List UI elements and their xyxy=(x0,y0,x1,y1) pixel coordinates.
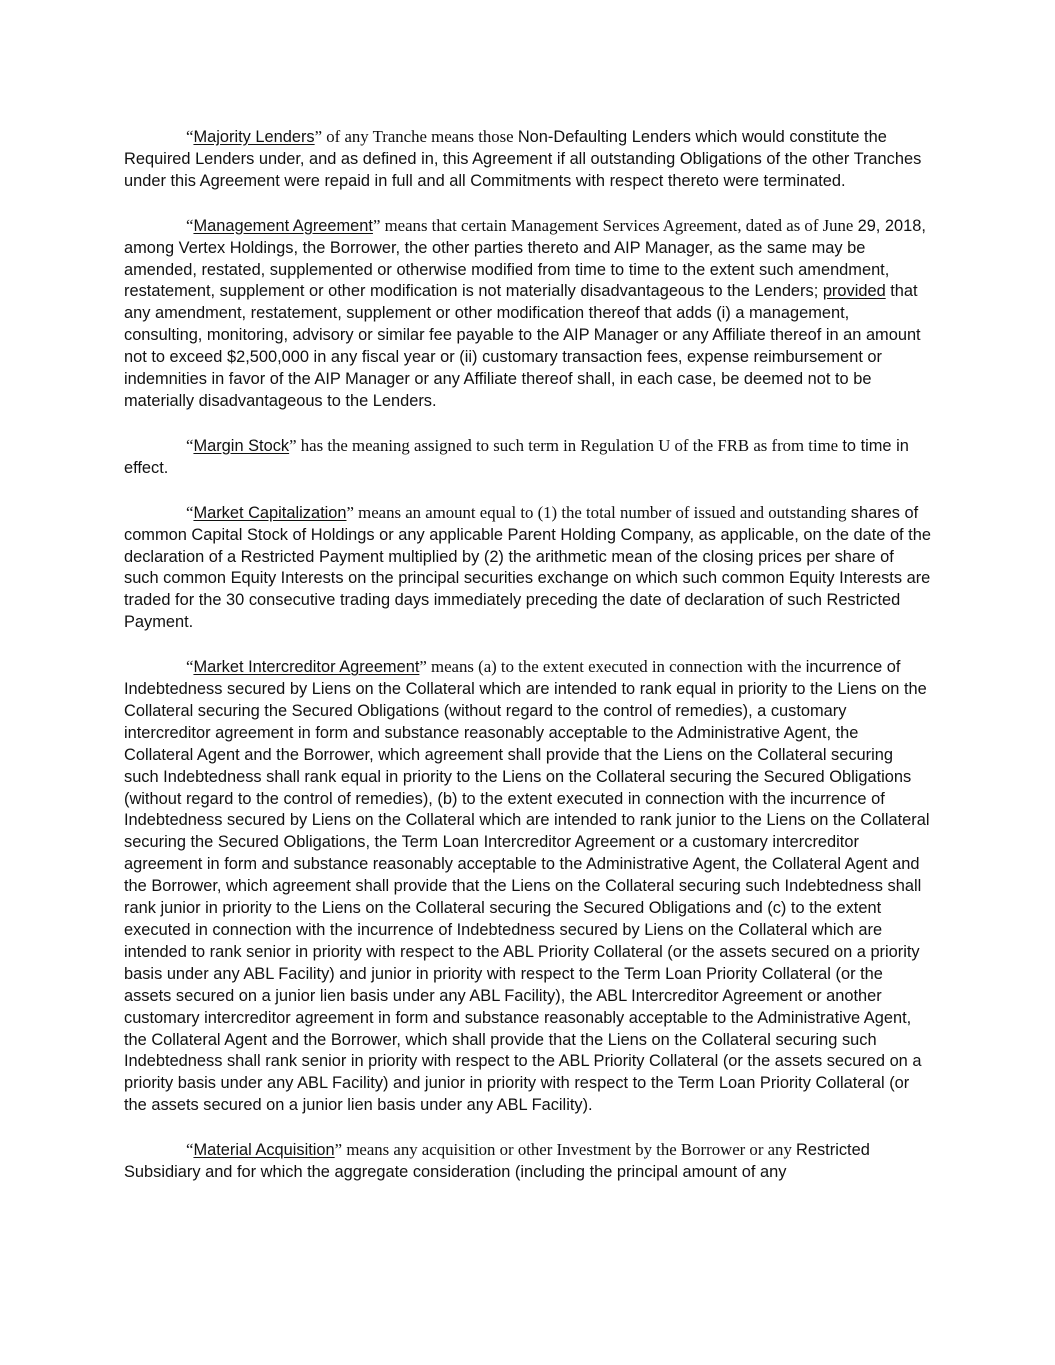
definition-body: shares of common Capital Stock of Holdings or any applicable Parent Holding Company, as applicable, on the date of the declaration of a Restricted Payment multiplied by (2) the arithmetic mean of the closing prices per share of such common Equity Interests on the principal securities exchange on which such common Equity Interests are traded for the 30 consecutive trading days immediately preceding the date of declaration of such Restricted Payment. xyxy=(124,503,931,632)
definition-body: incurrence of Indebtedness secured by Liens on the Collateral which are intended to rank equal in priority to the Liens on the Collateral securing the Secured Obligations (without regard to the control of remedies), a customary intercreditor agreement in form and substance reasonably acceptable to the Administrative Agent, the Collateral Agent and the Borrower, which agreement shall provide that the Liens on the Collateral securing such Indebtedness shall rank equal in priority to the Liens on the Collateral securing the Secured Obligations (without regard to the control of remedies), (b) to the extent executed in connection with the incurrence of Indebtedness secured by Liens on the Collateral which are intended to rank junior to the Liens on the Collateral securing the Secured Obligations, the Term Loan Intercreditor Agreement or a customary intercreditor agreement in form and substance reasonably acceptable to the Administrative Agent, the Collateral Agent and the Borrower, which agreement shall provide that the Liens on the Collateral securing such Indebtedness shall rank junior in priority to the Liens on the Collateral securing the Secured Obligations and (c) to the extent executed in connection with the incurrence of Indebtedness secured by Liens on the Collateral which are intended to rank senior in priority with respect to the ABL Priority Collateral (or the assets secured on a priority basis under any ABL Facility) and junior in priority with respect to the Term Loan Priority Collateral (or the assets secured on a junior lien basis under any ABL Facility), the ABL Intercreditor Agreement or another customary intercreditor agreement in form and substance reasonably acceptable to the Administrative Agent, the Collateral Agent and the Borrower, which shall provide that the Liens on the Collateral securing such Indebtedness shall rank senior in priority with respect to the ABL Priority Collateral (or the assets secured on a priority basis under any ABL Facility) and junior in priority with respect to the Term Loan Priority Collateral (or the assets secured on a junior lien basis under any ABL Facility). xyxy=(124,658,930,1115)
definition-body: 29, 2018, among Vertex Holdings, the Borrower, the other parties thereto and AIP Manager, as the same may be amended, restated, supplemented or otherwise modified from time to time to the extent such amendment, restatement, supplement or other modification is not materially disadvantageous to the Lenders; xyxy=(124,216,926,301)
defined-term: Material Acquisition xyxy=(193,1141,335,1160)
definition-body: Non-Defaulting Lenders which would constitute the Required Lenders under, and as defined in, this Agreement if all outstanding Obligations of the other Tranches under this Agreement were repaid in full and all Commitments with respect thereto were terminated. xyxy=(124,128,922,190)
close-quote: ” xyxy=(346,502,354,522)
defined-term: Margin Stock xyxy=(193,436,290,455)
provided-keyword: provided xyxy=(822,282,886,301)
definition-body: to time in effect. xyxy=(124,436,909,477)
defined-term: Majority Lenders xyxy=(193,128,315,146)
open-quote: “ xyxy=(186,127,194,146)
close-quote: ” xyxy=(334,1140,343,1160)
definition-lead: means an amount equal to (1) the total number of issued and outstanding xyxy=(353,502,851,522)
open-quote: “ xyxy=(186,502,194,522)
definition-lead: of any Tranche means those xyxy=(322,127,518,146)
definition-lead: means (a) to the extent executed in connection with the xyxy=(426,657,806,677)
close-quote: ” xyxy=(372,215,381,235)
close-quote: ” xyxy=(419,657,427,677)
definition-market-capitalization xyxy=(124,502,932,634)
definition-lead: means any acquisition or other Investment by the Borrower or any xyxy=(342,1140,797,1160)
definition-body-continued: that any amendment, restatement, supplement or other modification thereof that adds (i) a management, consulting, monitoring, advisory or similar fee payable to the AIP Manager or any Affiliate thereof in an amount not to exceed $2,500,000 in any fiscal year or (ii) customary transaction fees, expense reimbursement or indemnities in favor of the AIP Manager or any Affiliate thereof shall, in each case, be deemed not to be materially disadvantageous to the Lenders. xyxy=(124,282,921,410)
document-page xyxy=(124,126,932,1206)
definition-lead: has the meaning assigned to such term in Regulation U of the FRB as from time xyxy=(296,435,843,455)
definition-lead: means that certain Management Services Agreement, dated as of June xyxy=(380,215,858,235)
open-quote: “ xyxy=(186,215,194,235)
defined-term: Management Agreement xyxy=(193,216,373,235)
definition-margin-stock xyxy=(124,435,932,480)
definition-management-agreement xyxy=(124,215,932,413)
open-quote: “ xyxy=(186,435,194,455)
definition-majority-lenders xyxy=(124,126,932,193)
definition-market-intercreditor-agreement xyxy=(124,656,932,1117)
definition-material-acquisition xyxy=(124,1139,932,1184)
defined-term: Market Capitalization xyxy=(193,503,347,522)
open-quote: “ xyxy=(186,657,194,677)
open-quote: “ xyxy=(186,1140,194,1160)
close-quote: ” xyxy=(289,435,297,455)
definition-body: Restricted Subsidiary and for which the aggregate consideration (including the principal amount of any xyxy=(124,1141,870,1182)
close-quote: ” xyxy=(314,127,323,146)
defined-term: Market Intercreditor Agreement xyxy=(193,658,420,677)
